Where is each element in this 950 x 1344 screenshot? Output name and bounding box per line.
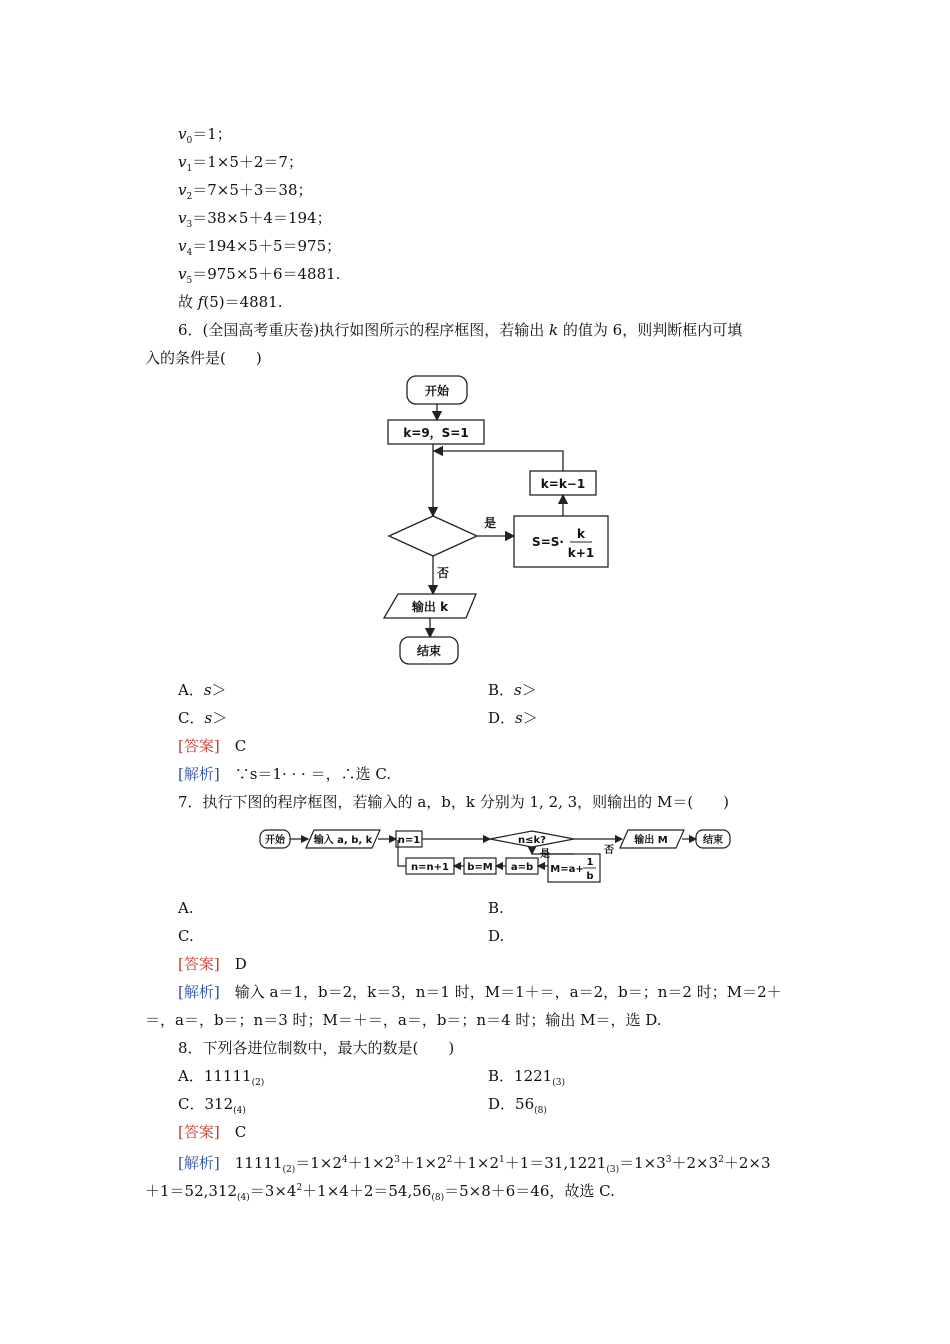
flow-m-den: b	[586, 871, 594, 882]
flow-a-eq-label: a=b	[510, 862, 534, 873]
q8-analysis-line1: [解析] $11111_{(2)}=1\times 2^4+1\times 2^3+1\times 2^2+1\times 2^1+1=31,1221_{(3)}=1\times 3^3+2\times 3^2+2\times 3$	[178, 1154, 771, 1175]
q8-option-b: B．$1221_{(3)}$	[488, 1067, 565, 1088]
q7-analysis-line2: ＝，a＝，b＝；n＝3 时；M＝＋＝，a＝，b＝；n＝4 时；输出 M＝，选 D.	[145, 1011, 662, 1029]
q8-option-c: C．$312_{(4)}$	[178, 1095, 246, 1116]
flow-end-label: 结束	[703, 835, 723, 846]
flow-n-inc-label: n=n+1	[411, 862, 449, 873]
flow-frac-num: k	[577, 527, 585, 541]
flow-n1-label: n=1	[397, 835, 421, 846]
analysis-tag: [解析]	[178, 983, 220, 1001]
flow-no-label: 否	[604, 845, 614, 856]
q7-option-d: D.	[488, 927, 505, 945]
flow-yes-label: 是	[483, 516, 497, 530]
q7-analysis-line1: [解析] 输入 a＝1，b＝2，k＝3，n＝1 时，M＝1＋＝，a＝2，b＝；n＝2 时；M＝2＋	[178, 983, 782, 1001]
flow-output-label: 输出 k	[411, 600, 449, 614]
q6-option-d: D．s＞	[488, 709, 538, 727]
q6-option-a: A．s＞	[178, 681, 227, 699]
q6-analysis: [解析] ∵s＝1· · · ＝，∴选 C.	[178, 765, 392, 783]
q8-option-a: A．$11111_{(2)}$	[178, 1067, 265, 1088]
flow-end-label: 结束	[416, 644, 442, 658]
flow-yes-label: 是	[540, 849, 550, 860]
q7-flowchart	[258, 826, 734, 886]
q6-stem-line1: 6．(全国高考重庆卷)执行如图所示的程序框图，若输出 k 的值为 6，则判断框内可填	[178, 321, 743, 339]
q8-answer: [答案] C	[178, 1123, 247, 1141]
step-line: $v_3=38\times 5+4=194$；	[178, 209, 332, 230]
q6-option-c: C．s＞	[178, 709, 228, 727]
q7-option-c: C.	[178, 927, 194, 945]
q6-stem-line2: 入的条件是( )	[145, 349, 262, 367]
flow-m-num: 1	[586, 857, 594, 868]
analysis-tag: [解析]	[178, 1154, 220, 1172]
flow-b-eq-label: b=M	[467, 862, 493, 873]
conclusion-line: 故 f(5)＝4881.	[178, 293, 283, 311]
flow-decrement-label: k=k−1	[540, 477, 586, 491]
q8-stem: 8．下列各进位制数中，最大的数是( )	[178, 1039, 455, 1057]
flow-frac-den: k+1	[567, 546, 595, 560]
flow-input-label: 输入 a, b, k	[313, 835, 373, 846]
answer-tag: [答案]	[178, 737, 220, 755]
flow-start-label: 开始	[424, 384, 450, 398]
q7-option-b: B.	[488, 899, 504, 917]
step-line: $v_4=194\times 5+5=975$；	[178, 237, 342, 258]
flow-init-label: k=9，S=1	[403, 426, 469, 440]
q6-flowchart	[370, 368, 620, 668]
flow-s-label: S=S·	[532, 535, 564, 549]
q7-answer: [答案] D	[178, 955, 247, 973]
flow-no-label: 否	[436, 566, 450, 580]
q8-option-d: D．$56_{(8)}$	[488, 1095, 547, 1116]
step-line: $v_5=975\times 5+6=4881$.	[178, 265, 341, 286]
analysis-tag: [解析]	[178, 765, 220, 783]
q7-stem: 7．执行下图的程序框图，若输入的 a，b，k 分别为 1, 2, 3，则输出的 M＝( )	[178, 793, 730, 811]
flow-decision	[389, 516, 477, 556]
q6-option-b: B．s＞	[488, 681, 537, 699]
answer-tag: [答案]	[178, 1123, 220, 1141]
q8-analysis-line2: $+1=52,312_{(4)}=3\times 4^2+1\times 4+2=54,56_{(8)}=5\times 8+6=46$，故选 C.	[145, 1182, 615, 1203]
flow-m-eq-label: M=a+	[550, 864, 584, 875]
flow-start-label: 开始	[265, 835, 285, 846]
step-line: $v_1=1\times 5+2=7$；	[178, 153, 303, 174]
flow-condition-label: n≤k?	[518, 835, 546, 846]
answer-tag: [答案]	[178, 955, 220, 973]
q6-answer: [答案] C	[178, 737, 247, 755]
q7-option-a: A.	[178, 899, 194, 917]
step-line: $v_2=7\times 5+3=38$；	[178, 181, 313, 202]
flow-output-label: 输出 M	[634, 835, 668, 846]
step-line: $v_0=1$；	[178, 125, 232, 146]
